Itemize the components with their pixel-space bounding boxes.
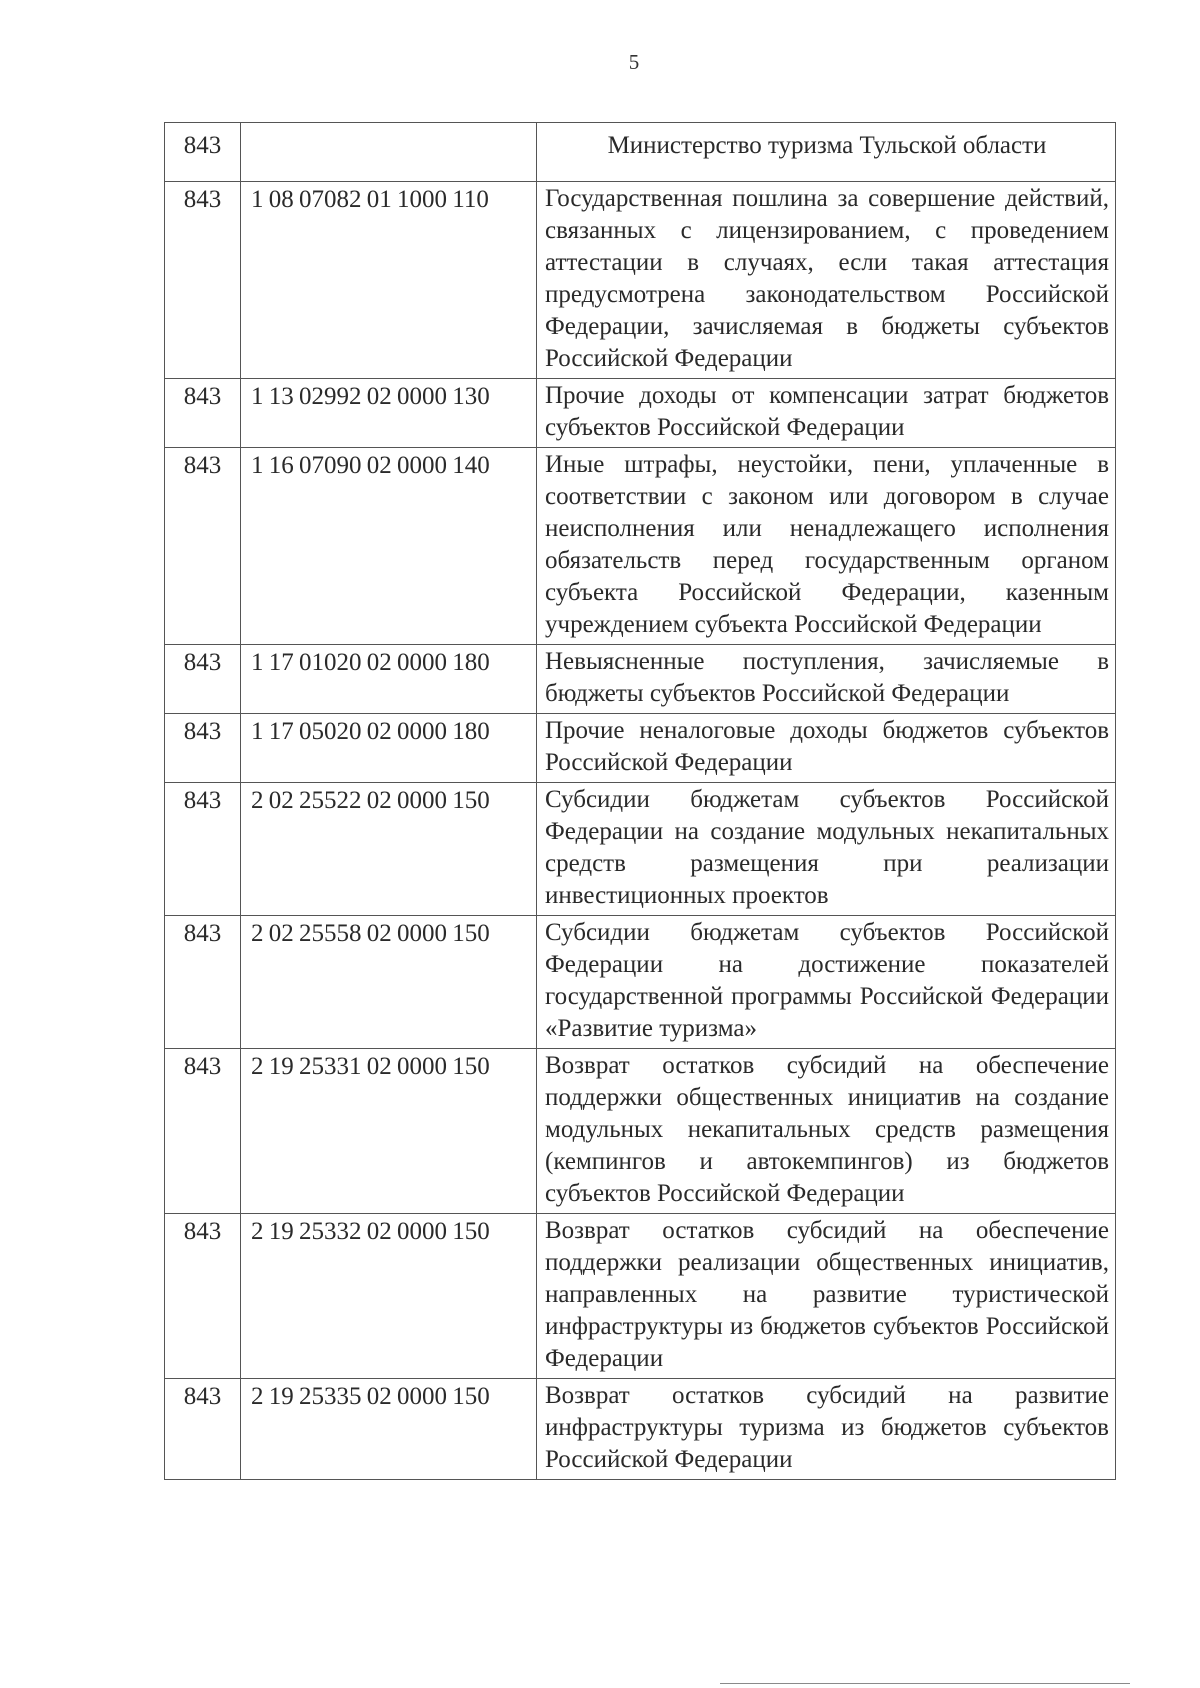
admin-code-cell: 843: [165, 182, 241, 379]
admin-code-cell: 843: [165, 783, 241, 916]
budget-code-cell: 1 16 07090 02 0000 140: [241, 448, 537, 645]
admin-code-cell: 843: [165, 123, 241, 182]
admin-code-cell: 843: [165, 714, 241, 783]
table-row: [165, 916, 1116, 1049]
table-row: [165, 714, 1116, 783]
revenue-name-cell: Возврат остатков субсидий на обеспечение поддержки реализации общественных инициатив, направленных на развитие туристической инфраструктуры из бюджетов субъектов Российской Федерации: [537, 1214, 1116, 1379]
revenue-name-cell: Прочие неналоговые доходы бюджетов субъектов Российской Федерации: [537, 714, 1116, 783]
revenue-name-cell: Субсидии бюджетам субъектов Российской Федерации на достижение показателей государственной программы Российской Федерации «Развитие туризма»: [537, 916, 1116, 1049]
budget-code-cell: [241, 123, 537, 182]
table-row: [165, 1379, 1116, 1480]
budget-code-cell: 1 13 02992 02 0000 130: [241, 379, 537, 448]
table-row: [165, 645, 1116, 714]
page-number: 5: [628, 50, 640, 74]
revenue-name-cell: Возврат остатков субсидий на развитие инфраструктуры туризма из бюджетов субъектов Российской Федерации: [537, 1379, 1116, 1480]
admin-code-cell: 843: [165, 1049, 241, 1214]
admin-code-cell: 843: [165, 645, 241, 714]
footer-rule: [720, 1683, 1130, 1684]
table-row: [165, 1214, 1116, 1379]
budget-code-cell: 2 19 25331 02 0000 150: [241, 1049, 537, 1214]
revenue-name-cell: Иные штрафы, неустойки, пени, уплаченные в соответствии с законом или договором в случае неисполнения или ненадлежащего исполнения обязательств перед государственным органом субъекта Российской Федерации, казенным учреждением субъекта Российской Федерации: [537, 448, 1116, 645]
admin-code-cell: 843: [165, 1214, 241, 1379]
revenue-name-cell: Возврат остатков субсидий на обеспечение поддержки общественных инициатив на создание модульных некапитальных средств размещения (кемпингов и автокемпингов) из бюджетов субъектов Российской Федерации: [537, 1049, 1116, 1214]
admin-code-cell: 843: [165, 1379, 241, 1480]
table-row: [165, 783, 1116, 916]
revenue-name-cell: Невыясненные поступления, зачисляемые в бюджеты субъектов Российской Федерации: [537, 645, 1116, 714]
table-row: [165, 1049, 1116, 1214]
ministry-name-cell: Министерство туризма Тульской области: [537, 123, 1116, 182]
admin-code-cell: 843: [165, 916, 241, 1049]
budget-code-cell: 2 02 25558 02 0000 150: [241, 916, 537, 1049]
revenue-name-cell: Субсидии бюджетам субъектов Российской Федерации на создание модульных некапитальных средств размещения при реализации инвестиционных проектов: [537, 783, 1116, 916]
budget-revenue-table: [164, 122, 1116, 1480]
admin-code-cell: 843: [165, 379, 241, 448]
budget-code-cell: 1 17 01020 02 0000 180: [241, 645, 537, 714]
ministry-header-row: [165, 123, 1116, 182]
budget-code-cell: 2 19 25332 02 0000 150: [241, 1214, 537, 1379]
table-row: [165, 182, 1116, 379]
table-row: [165, 379, 1116, 448]
budget-code-cell: 2 02 25522 02 0000 150: [241, 783, 537, 916]
revenue-name-cell: Государственная пошлина за совершение действий, связанных с лицензированием, с проведением аттестации в случаях, если такая аттестация предусмотрена законодательством Российской Федерации, зачисляемая в бюджеты субъектов Российской Федерации: [537, 182, 1116, 379]
table-row: [165, 448, 1116, 645]
revenue-name-cell: Прочие доходы от компенсации затрат бюджетов субъектов Российской Федерации: [537, 379, 1116, 448]
budget-code-cell: 1 17 05020 02 0000 180: [241, 714, 537, 783]
admin-code-cell: 843: [165, 448, 241, 645]
budget-code-cell: 2 19 25335 02 0000 150: [241, 1379, 537, 1480]
budget-code-cell: 1 08 07082 01 1000 110: [241, 182, 537, 379]
